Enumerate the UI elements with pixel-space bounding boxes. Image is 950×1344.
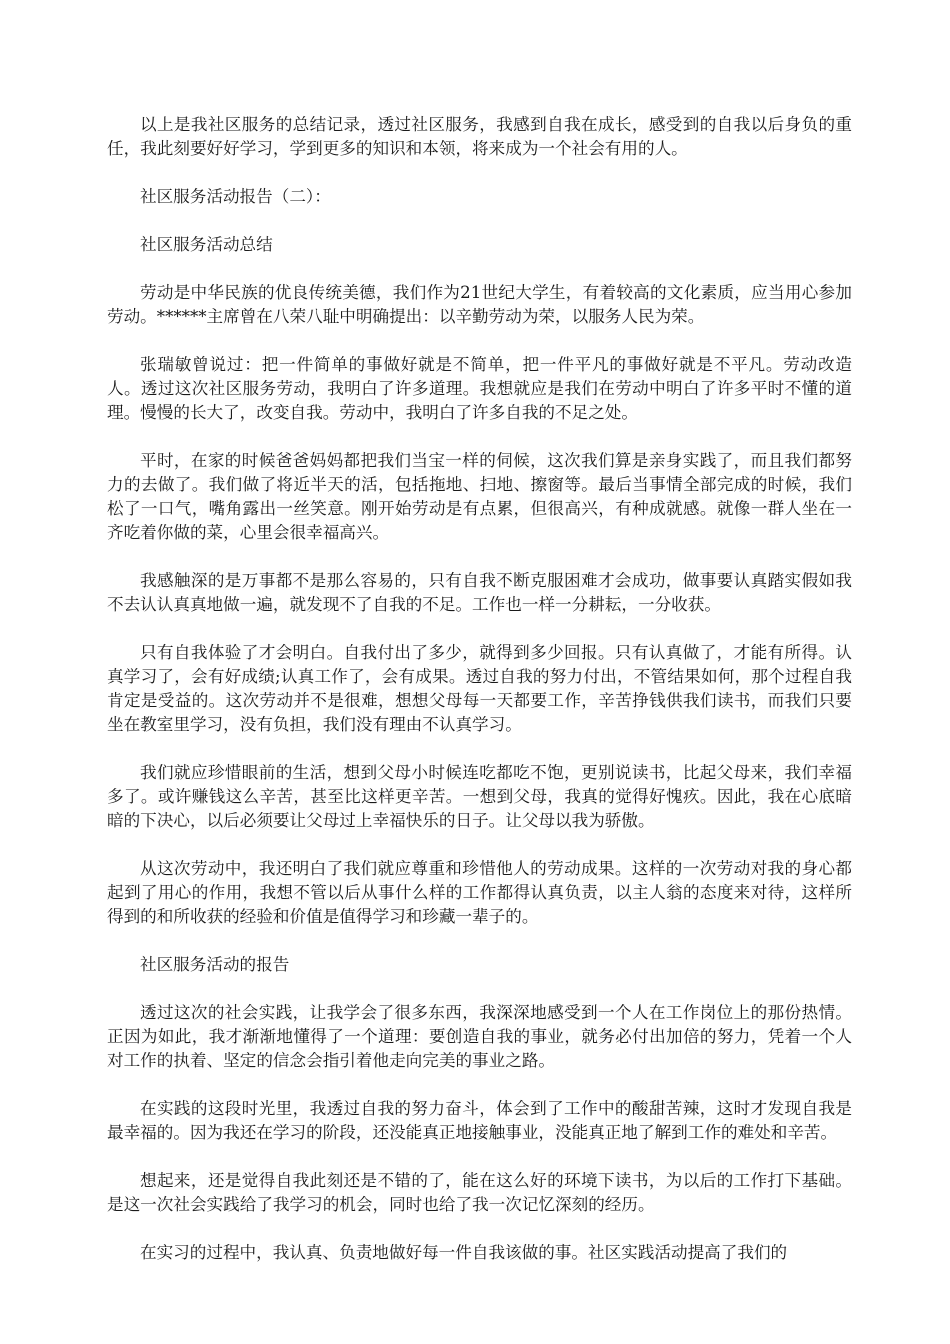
document-body [107,113,852,1289]
paragraph: 平时，在家的时候爸爸妈妈都把我们当宝一样的伺候，这次我们算是亲身实践了，而且我们都努力的去做了。我们做了将近半天的活，包括拖地、扫地、擦窗等。最后当事情全部完成的时候，我们松了一口气，嘴角露出一丝笑意。刚开始劳动是有点累，但很高兴，有种成就感。就像一群人坐在一齐吃着你做的菜，心里会很幸福高兴。 [107,451,852,542]
paragraph: 在实习的过程中，我认真、负责地做好每一件自我该做的事。社区实践活动提高了我们的 [140,1243,788,1262]
paragraph: 想起来，还是觉得自我此刻还是不错的了，能在这么好的环境下读书，为以后的工作打下基础。是这一次社会实践给了我学习的机会，同时也给了我一次记忆深刻的经历。 [107,1171,852,1214]
section-heading: 社区服务活动的报告 [140,955,290,974]
paragraph: 我感触深的是万事都不是那么容易的，只有自我不断克服困难才会成功，做事要认真踏实假如我不去认认真真地做一遍，就发现不了自我的不足。工作也一样一分耕耘，一分收获。 [107,571,852,614]
paragraph: 只有自我体验了才会明白。自我付出了多少，就得到多少回报。只有认真做了，才能有所得。认真学习了，会有好成绩;认真工作了，会有成果。透过自我的努力付出，不管结果如何，那个过程自我肯定是受益的。这次劳动并不是很难，想想父母每一天都要工作，辛苦挣钱供我们读书，而我们只要坐在教室里学习，没有负担，我们没有理由不认真学习。 [107,643,852,734]
paragraph: 以上是我社区服务的总结记录，透过社区服务，我感到自我在成长，感受到的自我以后身负的重任，我此刻要好好学习，学到更多的知识和本领，将来成为一个社会有用的人。 [107,115,852,158]
section-heading: 社区服务活动总结 [140,235,273,254]
paragraph: 张瑞敏曾说过：把一件简单的事做好就是不简单，把一件平凡的事做好就是不平凡。劳动改造人。透过这次社区服务劳动，我明白了许多道理。我想就应是我们在劳动中明白了许多平时不懂的道理。慢慢的长大了，改变自我。劳动中，我明白了许多自我的不足之处。 [107,355,852,422]
section-heading: 社区服务活动报告（二）： [140,187,331,206]
paragraph: 在实践的这段时光里，我透过自我的努力奋斗，体会到了工作中的酸甜苦辣，这时才发现自我是最幸福的。因为我还在学习的阶段，还没能真正地接触事业，没能真正地了解到工作的难处和辛苦。 [107,1099,852,1142]
paragraph: 从这次劳动中，我还明白了我们就应尊重和珍惜他人的劳动成果。这样的一次劳动对我的身心都起到了用心的作用，我想不管以后从事什么样的工作都得认真负责，以主人翁的态度来对待，这样所得到的和所收获的经验和价值是值得学习和珍藏一辈子的。 [107,859,852,926]
paragraph: 我们就应珍惜眼前的生活，想到父母小时候连吃都吃不饱，更别说读书，比起父母来，我们幸福多了。或许赚钱这么辛苦，甚至比这样更辛苦。一想到父母，我真的觉得好愧疚。因此，我在心底暗暗的下决心，以后必须要让父母过上幸福快乐的日子。让父母以我为骄傲。 [107,763,852,830]
paragraph: 劳动是中华民族的优良传统美德，我们作为21世纪大学生，有着较高的文化素质，应当用心参加劳动。******主席曾在八荣八耻中明确提出：以辛勤劳动为荣，以服务人民为荣。 [107,283,852,326]
paragraph: 透过这次的社会实践，让我学会了很多东西，我深深地感受到一个人在工作岗位上的那份热情。正因为如此，我才渐渐地懂得了一个道理：要创造自我的事业，就务必付出加倍的努力，凭着一个人对工作的执着、坚定的信念会指引着他走向完美的事业之路。 [107,1003,852,1070]
